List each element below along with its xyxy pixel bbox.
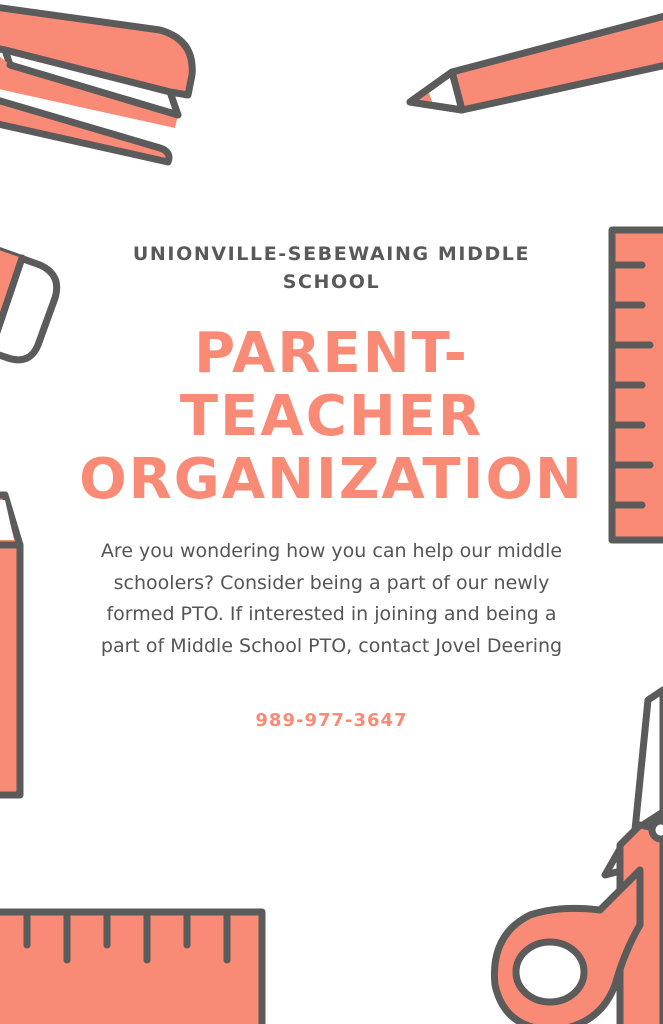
school-name: UNIONVILLE-SEBEWAING MIDDLE SCHOOL bbox=[132, 243, 531, 293]
page-title: PARENT-TEACHER ORGANIZATION bbox=[79, 321, 584, 512]
contact-phone[interactable]: 989-977-3647 bbox=[255, 710, 408, 731]
description-text: Are you wondering how you can help our middle schoolers? Consider being a part of our newly formed PTO. If interested in joining and being a part of Middle School PTO, contact Jovel Deering bbox=[100, 540, 563, 657]
